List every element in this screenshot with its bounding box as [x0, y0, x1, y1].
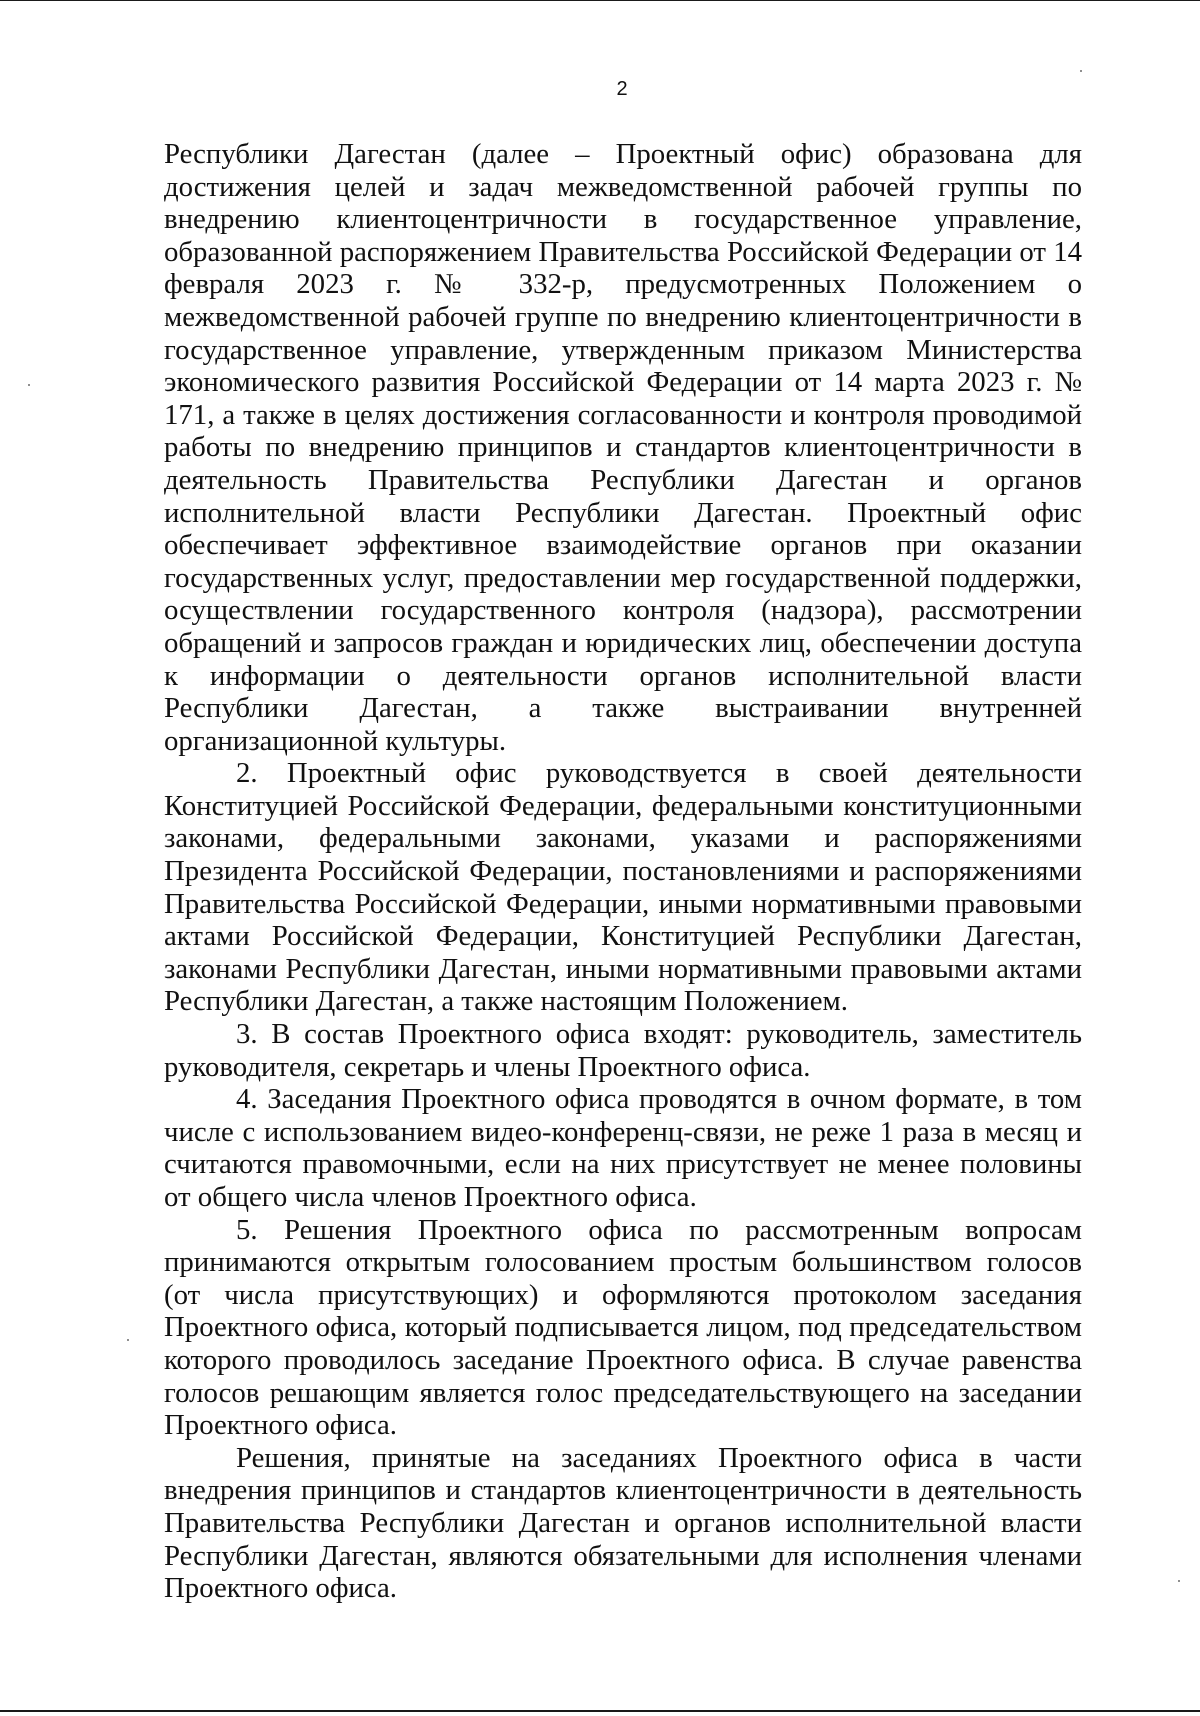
scan-speck	[28, 384, 30, 386]
scan-speck	[127, 1339, 129, 1341]
paragraph-item-3: 3. В состав Проектного офиса входят: руководитель, заместитель руководителя, секретарь и члены Проектного офиса.	[164, 1018, 1082, 1083]
document-body	[164, 138, 1082, 1605]
paragraph-item-2: 2. Проектный офис руководствуется в своей деятельности Конституцией Российской Федерации, федеральными конституционными законами, федеральными законами, указами и распоряжениями Президента Российской Федерации, постановлениями и распоряжениями Правительства Российской Федерации, иными нормативными правовыми актами Российской Федерации, Конституцией Республики Дагестан, законами Республики Дагестан, иными нормативными правовыми актами Республики Дагестан, а также настоящим Положением.	[164, 757, 1082, 1018]
paragraph-decisions: Решения, принятые на заседаниях Проектного офиса в части внедрения принципов и стандартов клиентоцентричности в деятельность Правительства Республики Дагестан и органов исполнительной власти Республики Дагестан, являются обязательными для исполнения членами Проектного офиса.	[164, 1441, 1082, 1605]
paragraph-item-4: 4. Заседания Проектного офиса проводятся в очном формате, в том числе с использованием видео-конференц-связи, не реже 1 раза в месяц и считаются правомочными, если на них присутствует не менее половины от общего числа членов Проектного офиса.	[164, 1083, 1082, 1213]
scan-speck	[1080, 70, 1082, 72]
scan-speck	[1178, 1580, 1180, 1582]
paragraph-continuation: Республики Дагестан (далее – Проектный офис) образована для достижения целей и задач межведомственной рабочей группы по внедрению клиентоцентричности в государственное управление, образованной распоряжением Правительства Российской Федерации от 14 февраля 2023 г. № 332-р, предусмотренных Положением о межведомственной рабочей группе по внедрению клиентоцентричности в государственное управление, утвержденным приказом Министерства экономического развития Российской Федерации от 14 марта 2023 г. № 171, а также в целях достижения согласованности и контроля проводимой работы по внедрению принципов и стандартов клиентоцентричности в деятельность Правительства Республики Дагестан и органов исполнительной власти Республики Дагестан. Проектный офис обеспечивает эффективное взаимодействие органов при оказании государственных услуг, предоставлении мер государственной поддержки, осуществлении государственного контроля (надзора), рассмотрении обращений и запросов граждан и юридических лиц, обеспечении доступа к информации о деятельности органов исполнительной власти Республики Дагестан, а также выстраивании внутренней организационной культуры.	[164, 138, 1082, 757]
page-number: 2	[616, 78, 628, 100]
paragraph-item-5: 5. Решения Проектного офиса по рассмотренным вопросам принимаются открытым голосованием простым большинством голосов (от числа присутствующих) и оформляются протоколом заседания Проектного офиса, который подписывается лицом, под председательством которого проводилось заседание Проектного офиса. В случае равенства голосов решающим является голос председательствующего на заседании Проектного офиса.	[164, 1213, 1082, 1442]
scan-top-border	[0, 0, 1200, 1]
scan-bottom-border	[0, 1710, 1200, 1712]
